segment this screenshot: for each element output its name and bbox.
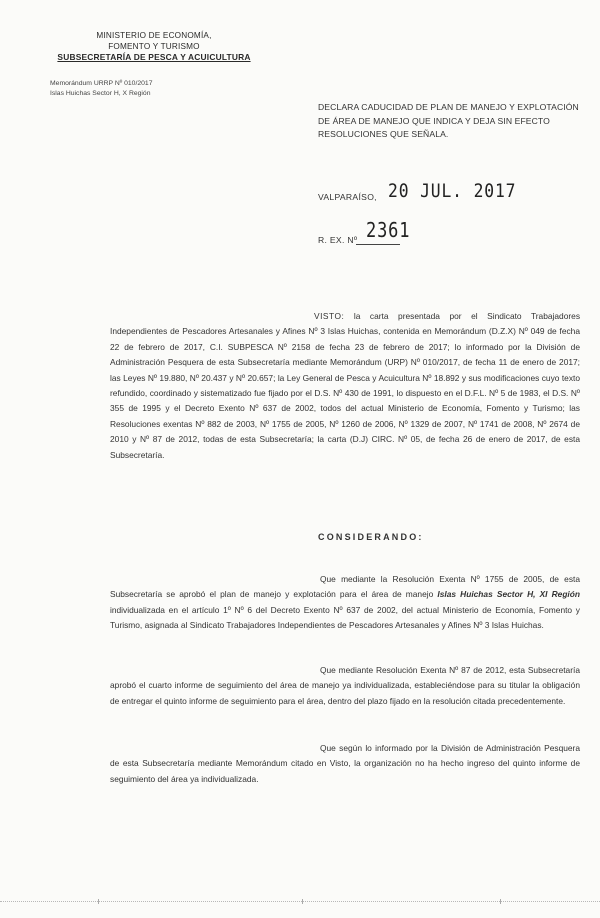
reference-block (50, 79, 152, 98)
date-stamp: 20 JUL. 2017 (388, 180, 517, 202)
visto-paragraph (110, 309, 580, 463)
rex-label: R. EX. Nº (318, 235, 358, 245)
ministry-name-2: FOMENTO Y TURISMO (108, 42, 200, 51)
place-label: VALPARAÍSO, (318, 192, 377, 202)
considerando-paragraph-3: Que según lo informado por la División de Administración Pesquera de esta Subsecretaría mediante Memorándum citado en Visto, la organización no ha hecho ingreso del quinto informe de seguimiento del área ya individualizada. (110, 743, 580, 784)
visto-text: la carta presentada por el Sindicato Trabajadores Independientes de Pescadores Artesanales y Afines Nº 3 Islas Huichas, contenida en Memorándum (D.Z.X) Nº 049 de fecha 22 de febrero de 2017, C.I. SUBPESCA Nº 2158 de fecha 23 de febrero de 2017; lo informado por la División de Administración Pesquera de esta Subsecretaría mediante Memorándum (URP) Nº 010/2017, de fecha 11 de enero de 2017; las Leyes Nº 19.880, Nº 20.437 y Nº 20.657; la Ley General de Pesca y Acuicultura Nº 18.892 y sus modificaciones cuyo texto refundido, coordinado y sistematizado fue fijado por el D.S. Nº 430 de 1991, lo dispuesto en el D.F.L. Nº 5 de 1983, el D.S. Nº 355 de 1995 y el Decreto Exento Nº 637 de 2002, todos del actual Ministerio de Economía, Fomento y Turismo; las Resoluciones exentas Nº 882 de 2003, Nº 1755 de 2005, Nº 1260 de 2006, Nº 1329 de 2007, Nº 1741 de 2008, Nº 2674 de 2010 y Nº 87 de 2012, todas de esta Subsecretaría; la carta (D.J) CIRC. Nº 05, de fecha 26 de enero de 2017, de esta Subsecretaría. (110, 311, 581, 460)
fold-tick (98, 899, 99, 904)
fold-tick (302, 899, 303, 904)
ministry-name: MINISTERIO DE ECONOMÍA, (96, 31, 212, 40)
area-reference: Islas Huichas Sector H, X Región (50, 89, 151, 97)
considerando-heading: CONSIDERANDO: (318, 532, 424, 542)
page-fold-line (0, 901, 600, 902)
rex-number-stamp: 2361 (366, 218, 411, 242)
memo-reference: Memorándum URRP Nº 010/2017 (50, 80, 153, 87)
fold-tick (500, 899, 501, 904)
letterhead (44, 30, 264, 63)
considerando-paragraph-1 (110, 572, 580, 634)
p1-area-name: Islas Huichas Sector H, XI Región (437, 589, 580, 600)
considerando-paragraph-2: Que mediante Resolución Exenta Nº 87 de 2012, esta Subsecretaría aprobó el cuarto informe de seguimiento del área de manejo ya individualizada, estableciéndose para su titular la obligación de entregar el quinto informe de seguimiento para el área, dentro del plazo fijado en la resolución citada precedentemente. (110, 665, 580, 706)
visto-label: VISTO: (314, 311, 345, 321)
rex-underline (356, 244, 400, 245)
subsecretary-name: SUBSECRETARÍA DE PESCA Y ACUICULTURA (57, 52, 251, 62)
p1-text-before: Que mediante la Resolución Exenta Nº 1755 de 2005, de esta Subsecretaría se aprobó el plan de manejo y explotación para el área de manejo (110, 574, 580, 600)
p1-text-after: individualizada en el artículo 1º Nº 6 del Decreto Exento Nº 637 de 2002, del actual Ministerio de Economía, Fomento y Turismo, asignada al Sindicato Trabajadores Independientes de Pescadores Artesanales y Afines Nº 3 Islas Huichas. (110, 604, 580, 631)
resolution-title: DECLARA CADUCIDAD DE PLAN DE MANEJO Y EXPLOTACIÓN DE ÁREA DE MANEJO QUE INDICA Y DEJA SIN EFECTO RESOLUCIONES QUE SEÑALA. (318, 102, 579, 139)
